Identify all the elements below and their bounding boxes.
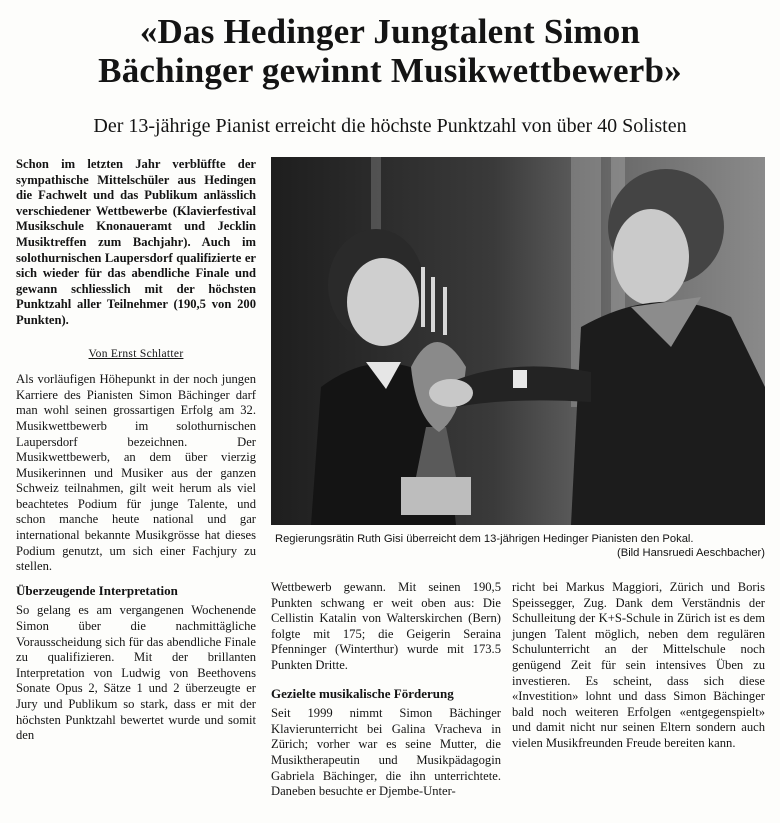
column-1 (16, 157, 256, 744)
headline (0, 12, 780, 90)
headline-line-1: «Das Hedinger Jungtalent Simon (139, 12, 641, 51)
byline (16, 347, 256, 363)
body-paragraph-1: Als vorläufigen Höhepunkt in der noch jungen Karriere des Pianisten Simon Bächinger darf man wohl seinen grossartigen Erfolg am 32. Musikwettbewerb im solothurnischen Laupersdorf bezeichnen. Der Musikwettbewerb, an dem über vierzig Musikerinnen und Musiker aus der ganzen Schweiz teilnahmen, gilt weit herum als viel beachtetes Podium für junge Talente, und schon manche heute national und gar international bekannte Musikgrösse hat dieses Podium genutzt, um sich einer Fachjury zu stellen. (16, 372, 256, 574)
body-paragraph-3: Wettbewerb gewann. Mit seinen 190,5 Punkten schwang er weit oben aus: Die Cellistin Katalin von Walterskirchen (Bern) folgte mit 175; die Geigerin Seraina Pfenninger (Winterthur) wurde mit 173.5 Punkten Dritte. (271, 580, 501, 672)
body-paragraph-2: So gelang es am vergangenen Wochenende Simon über die nachmittägliche Vorausscheidung sich für das abendliche Finale zu qualifizieren. Mit der brillanten Interpretation von Ludwig von Beethovens Sonate Opus 2, Sätze 1 und 2 überzeugte er Jury und Publikum so stark, dass er mit der höchsten Punktzahl bewertet wurde und somit den (16, 603, 256, 743)
subhead-interpretation: Überzeugende Interpretation (16, 582, 178, 598)
lead-paragraph: Schon im letzten Jahr verblüffte der sympathische Mittelschüler aus Hedingen die Fachwelt und das Publikum anlässlich verschiedener Wettbewerbe (Klavierfestival Musikschule Knonaueramt und Jecklin Musiktreffen zum Bachjahr). Auch im solothurnischen Laupersdorf qualifizierte er sich wieder für das abendliche Finale und gewann schliesslich mit der höchsten Punktzahl aller Teilnehmer (190,5 von 200 Punkten). (16, 157, 256, 327)
photo-caption (275, 532, 765, 560)
body-paragraph-5: richt bei Markus Maggiori, Zürich und Boris Speissegger, Zug. Dank dem Verständnis der Schulleitung der K+S-Schule in Zürich ist es dem jungen Talent möglich, neben dem regulären Schulunterricht an der Mittelschule noch genügend Zeit für sein intensives Üben zu investieren. Es scheint, dass sich diese «Investition» lohnt und dass Simon Bächinger bald noch weiteren Erfolgen «entgegenspielt» und damit nicht nur seinen Eltern sondern auch vielen Musikfreunden Freude bereiten kann. (512, 580, 765, 750)
headline-line-2: Bächinger gewinnt Musikwettbewerb» (98, 51, 682, 90)
photo-credit: (Bild Hansruedi Aeschbacher) (617, 547, 765, 559)
caption-text: Regierungsrätin Ruth Gisi überreicht dem 13-jährigen Hedinger Pianisten den Pokal. (275, 533, 694, 545)
body-paragraph-4: Seit 1999 nimmt Simon Bächinger Klavierunterricht bei Galina Vracheva in Zürich; vorher war es seine Mutter, die Musiktherapeutin und Musikpädagogin Gabriela Bächinger, die ihn unterrichtete. Daneben besuchte er Djembe-Unter- (271, 706, 501, 799)
column-2 (271, 580, 501, 800)
column-3 (512, 580, 765, 752)
article-photo (271, 157, 765, 525)
subhead-foerderung: Gezielte musikalische Förderung (271, 685, 454, 701)
subheadline: Der 13-jährige Pianist erreicht die höchste Punktzahl von über 40 Solisten (93, 115, 687, 137)
byline-text: Von Ernst Schlatter (88, 347, 184, 360)
